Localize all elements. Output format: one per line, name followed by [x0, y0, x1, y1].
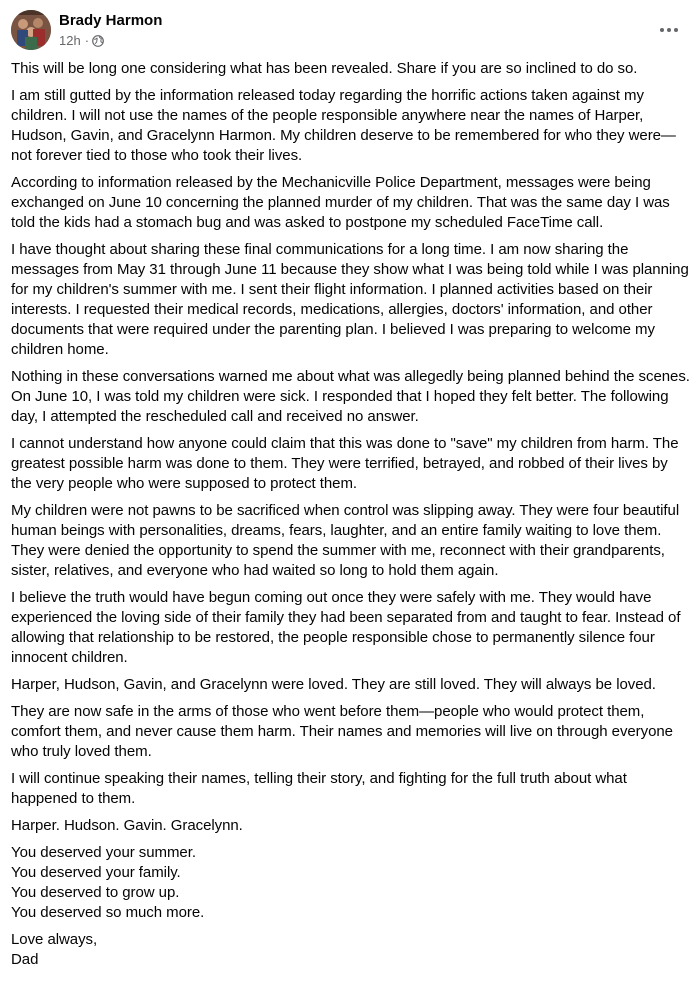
- post-meta: [59, 33, 104, 49]
- meta-separator: ·: [84, 33, 90, 48]
- post-paragraph: Harper, Hudson, Gavin, and Gracelynn were loved. They are still loved. They will always be loved.: [11, 676, 656, 693]
- more-options-button[interactable]: [652, 14, 686, 44]
- post-paragraph: According to information released by the Mechanicville Police Department, messages were being exchanged on June 10 concerning the planned murder of my children. That was the same day I was told the kids had a stomach bug and was asked to postpone my scheduled FaceTime call.: [11, 174, 670, 231]
- post-paragraph: I am still gutted by the information released today regarding the horrific actions taken against my children. I will not use the names of the people responsible anywhere near the names of Harper, Hudson, Gavin, and Gracelynn Harmon. My children deserve to be remembered for who they were—not forever tied to those who took their lives.: [11, 87, 676, 164]
- post-timestamp[interactable]: 12h: [59, 33, 81, 48]
- post-paragraph: Love always, Dad: [11, 931, 98, 968]
- author-avatar[interactable]: [11, 10, 51, 50]
- post-paragraph: I have thought about sharing these final communications for a long time. I am now sharing the messages from May 31 through June 11 because they show what I was being told while I was planning for my children's summer with me. I sent their flight information. I planned activities based on their interests. I requested their medical records, medications, allergies, doctors' information, and other documents that were required under the parenting plan. I believed I was preparing to welcome my children home.: [11, 241, 689, 358]
- post-paragraph: Harper. Hudson. Gavin. Gracelynn.: [11, 817, 243, 834]
- post-paragraph: My children were not pawns to be sacrificed when control was slipping away. They were four beautiful human beings with personalities, dreams, fears, laughter, and an entire family waiting to love them. They were denied the opportunity to spend the summer with me, reconnect with their grandparents, sister, relatives, and everyone who had waited so long to hold them again.: [11, 502, 680, 579]
- post-paragraph: I will continue speaking their names, telling their story, and fighting for the full truth about what happened to them.: [11, 770, 627, 807]
- author-name[interactable]: Brady Harmon: [59, 12, 163, 29]
- post-paragraph: You deserved your summer. You deserved your family. You deserved to grow up. You deserved so much more.: [11, 844, 205, 921]
- more-options-icon: [659, 20, 679, 38]
- post-paragraph: I cannot understand how anyone could claim that this was done to "save" my children from harm. The greatest possible harm was done to them. They were terrified, betrayed, and robbed of their lives by the very people who were supposed to protect them.: [11, 435, 679, 492]
- post-paragraph: They are now safe in the arms of those who went before them—people who would protect them, comfort them, and never cause them harm. Their names and memories will live on through everyone who truly loved them.: [11, 703, 673, 760]
- post-header: [0, 0, 698, 60]
- globe-icon[interactable]: [92, 35, 104, 47]
- post-paragraph: This will be long one considering what has been revealed. Share if you are so inclined to do so.: [11, 60, 638, 77]
- post-paragraph: I believe the truth would have begun coming out once they were safely with me. They would have experienced the loving side of their family they had been separated from and taught to fear. Instead of allowing that relationship to be restored, the people responsible chose to permanently silence four innocent children.: [11, 589, 681, 666]
- post-body: [11, 59, 691, 977]
- post-paragraph: Nothing in these conversations warned me about what was allegedly being planned behind the scenes. On June 10, I was told my children were sick. I responded that I hoped they felt better. The following day, I attempted the rescheduled call and received no answer.: [11, 368, 690, 425]
